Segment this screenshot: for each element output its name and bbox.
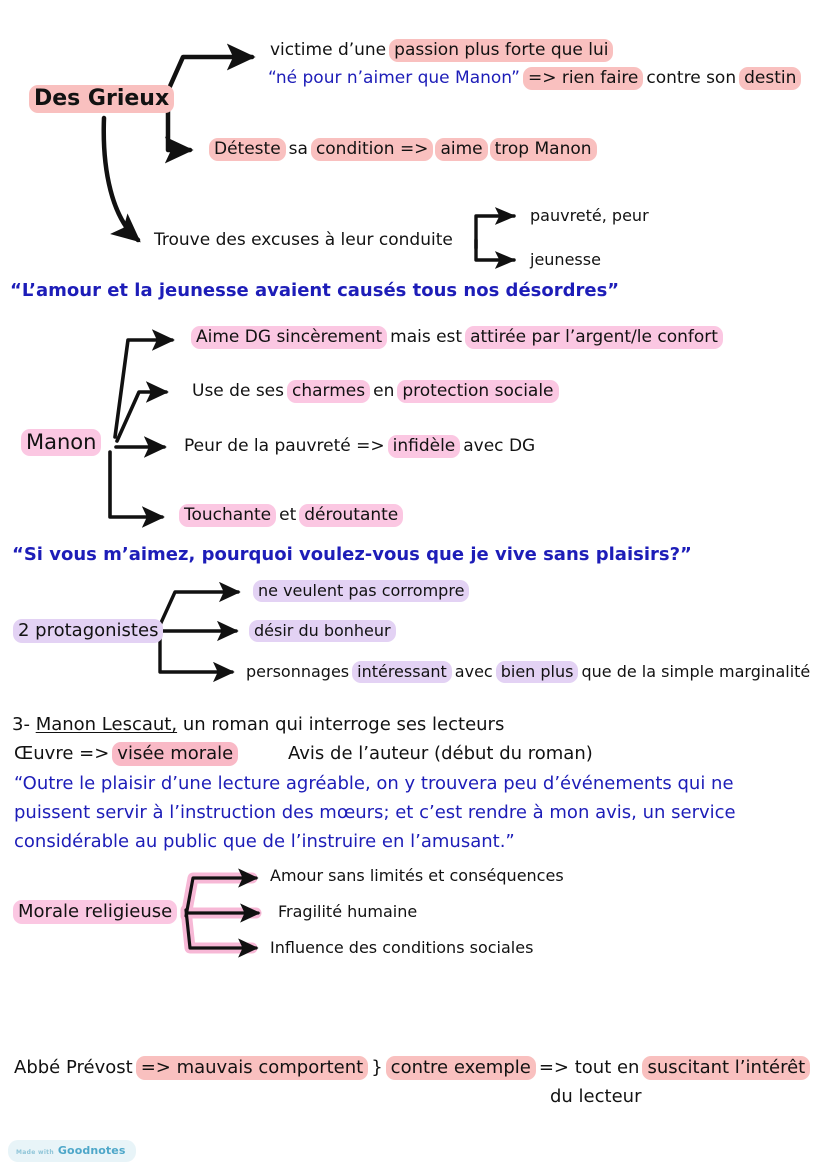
prot-b2-text: désir du bonheur [249,620,396,642]
manon-b1-seg2: mais est [390,327,463,347]
goodnotes-watermark [8,1140,136,1162]
prevost-seg4: contre exemple [386,1056,536,1080]
morale-branch1 [270,868,564,884]
morale-b3-text: Influence des conditions sociales [270,938,534,957]
dg-branch3-label [154,232,453,249]
morale-b2-text: Fragilité humaine [278,902,418,921]
manon-quote [12,546,692,564]
manon-b3-seg2: infidèle [388,435,461,458]
morale-branch2 [278,904,417,920]
roman-heading-rest: un roman qui interroge ses lecteurs [182,714,505,735]
prot-b3-seg2: intéressant [352,661,452,683]
roman-quote-2: puissent servir à l’instruction des mœurs; et c’est rendre à mon avis, un service [14,802,736,823]
prevost-seg7: du lecteur [550,1086,642,1107]
manon-b1-seg3: attirée par l’argent/le confort [465,326,723,349]
manon-branch4 [178,507,404,524]
goodnotes-app-name: Goodnotes [57,1144,126,1157]
dg-branch1-line2 [266,70,802,87]
oeuvre-seg2: visée morale [112,742,238,766]
node-des-grieux [28,88,175,110]
dg-branch3-sub1 [530,208,649,224]
dg-b2-seg4: aime [435,138,487,161]
dg-branch3-sub2 [530,252,601,268]
dg-b1l2-quote: “né pour n’aimer que Manon” [268,68,520,88]
des-grieux-label: Des Grieux [29,85,174,113]
prevost-seg6: suscitant l’intérêt [642,1056,810,1080]
roman-heading-title: Manon Lescaut, [35,714,178,735]
manon-quote-text: “Si vous m’aimez, pourquoi voulez-vous que je vive sans plaisirs?” [12,544,692,565]
roman-quote-1: “Outre le plaisir d’une lecture agréable, on y trouvera peu d’événements qui ne [14,773,734,794]
manon-branch2 [190,383,560,400]
prot-b3-seg5: que de la simple marginalité [581,662,811,681]
dg-b1l2-seg4: destin [739,67,801,90]
protagonistes-label: 2 protagonistes [13,619,163,643]
prot-b1-text: ne veulent pas corrompre [253,580,469,602]
node-manon [20,432,102,453]
prevost-seg1: Abbé Prévost [14,1057,133,1078]
prevost-seg5: => tout en [538,1057,640,1078]
dg-b1l2-seg3: contre son [646,68,737,88]
protagonistes-branch2 [248,623,397,639]
morale-b1-text: Amour sans limités et conséquences [270,866,564,885]
morale-branch3 [270,940,533,956]
dg-b3-label-text: Trouve des excuses à leur conduite [154,230,453,250]
manon-b4-seg3: déroutante [299,504,403,527]
roman-avis [288,745,593,763]
prevost-line-2 [550,1088,641,1106]
prevost-seg3: } [371,1057,383,1078]
manon-branch1 [190,329,724,346]
manon-b2-seg2: charmes [287,380,370,403]
manon-b2-seg3: en [373,381,395,401]
manon-b3-seg1: Peur de la pauvreté => [184,436,385,456]
dg-branch1-line1 [268,42,614,59]
dg-b3-sub2-text: jeunesse [530,250,601,269]
dg-b2-seg5: trop Manon [490,138,597,161]
manon-b2-seg1: Use de ses [192,381,284,401]
dg-b1l1-seg2: passion plus forte que lui [389,39,613,62]
roman-quote-3: considérable au public que de l’instruire en l’amusant.” [14,831,515,852]
roman-quote-line-1 [14,775,734,793]
manon-branch3 [182,438,537,455]
node-protagonistes [12,622,164,640]
morale-label: Morale religieuse [13,900,177,924]
prevost-seg2: => mauvais comportent [136,1056,369,1080]
manon-b4-seg1: Touchante [179,504,276,527]
dg-quote [10,282,619,300]
prot-b3-seg4: bien plus [496,661,579,683]
roman-heading-num: 3- [12,714,30,735]
roman-heading [12,716,504,734]
oeuvre-seg1: Œuvre => [14,743,110,764]
dg-b3-sub1-text: pauvreté, peur [530,206,649,225]
manon-b1-seg1: Aime DG sincèrement [191,326,387,349]
manon-b2-seg4: protection sociale [397,380,558,403]
roman-quote-line-2 [14,804,736,822]
prevost-line [12,1059,811,1077]
dg-b2-seg2: sa [288,139,308,159]
protagonistes-branch1 [252,583,470,599]
dg-branch2 [208,141,598,158]
roman-oeuvre [12,745,239,763]
dg-b1l2-seg2: => rien faire [523,67,643,90]
manon-b3-seg3: avec DG [463,436,536,456]
prot-b3-seg1: personnages [246,662,350,681]
manon-b4-seg2: et [279,505,297,525]
protagonistes-branch3 [244,664,812,680]
dg-quote-text: “L’amour et la jeunesse avaient causés tous nos désordres” [10,280,620,301]
dg-b2-seg1: Déteste [209,138,286,161]
dg-b1l1-seg1: victime d’une [270,40,387,60]
dg-b2-seg3: condition => [311,138,434,161]
roman-avis-text: Avis de l’auteur (début du roman) [288,743,593,764]
prot-b3-seg3: avec [454,662,493,681]
roman-quote-line-3 [14,833,515,851]
node-morale-religieuse [12,903,178,921]
manon-label: Manon [21,429,101,456]
goodnotes-made-with-label: Made with [16,1149,54,1156]
